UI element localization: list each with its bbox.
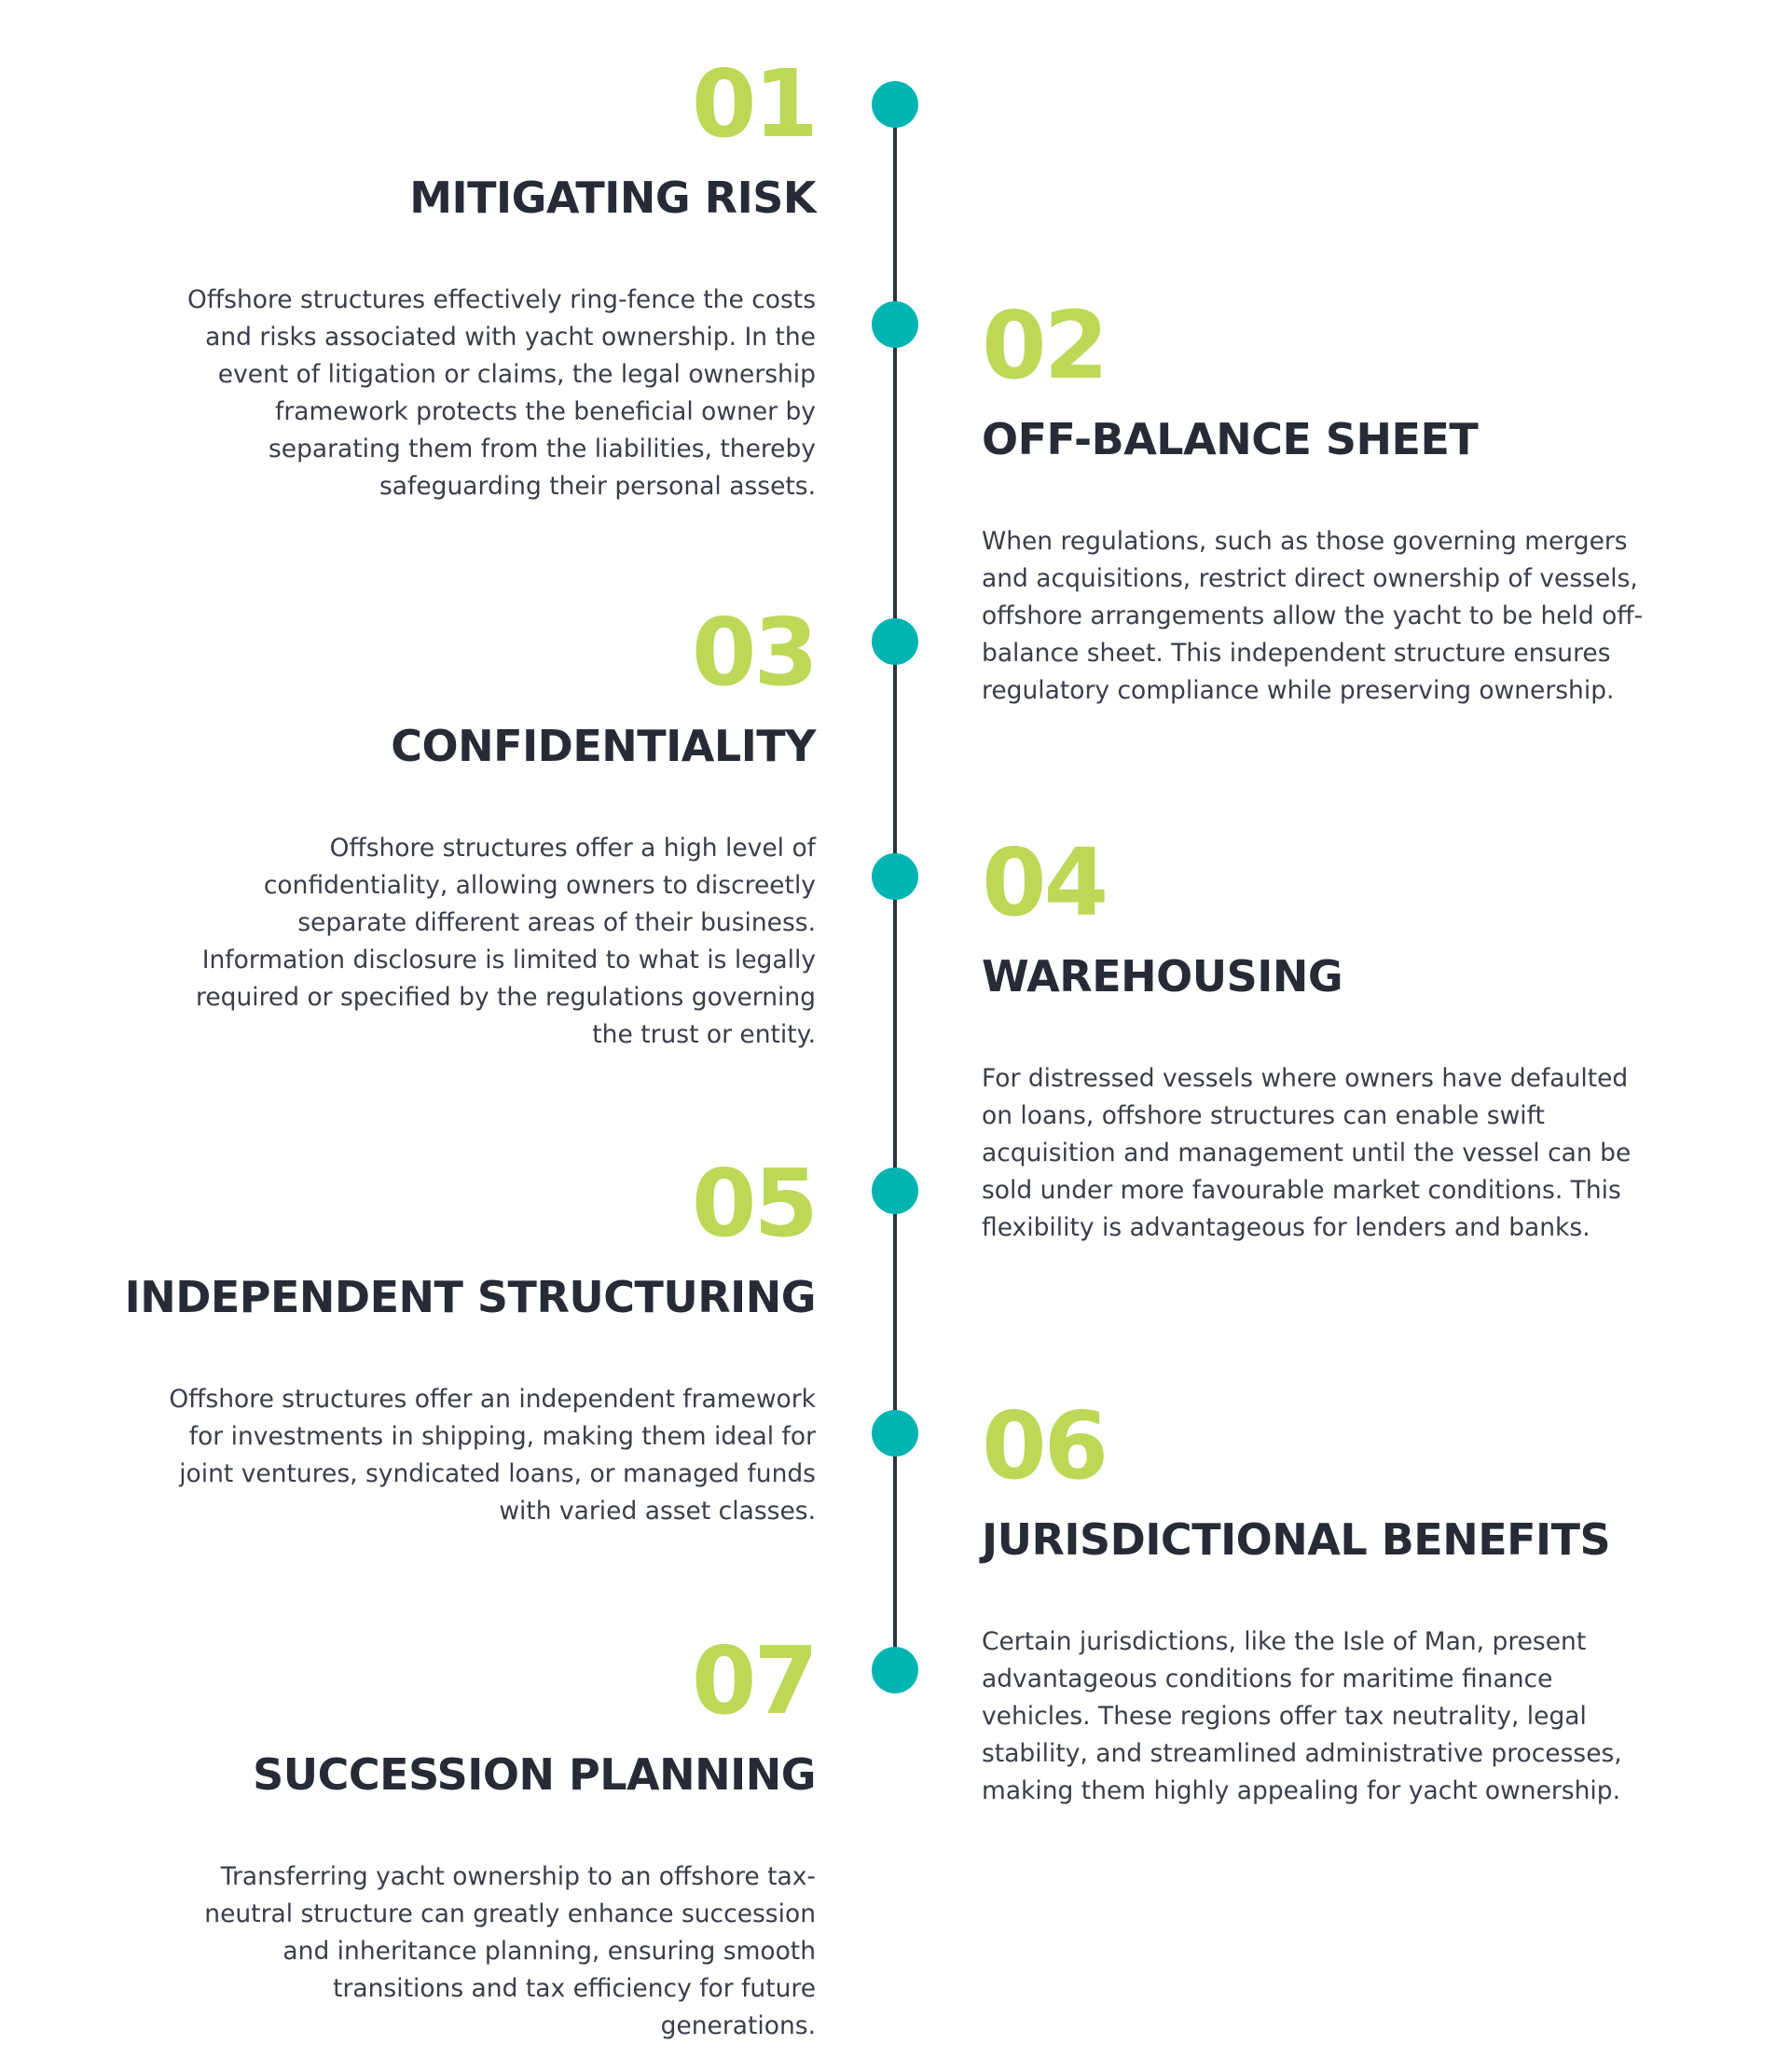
step-description: When regulations, such as those governing mergers and acquisitions, restrict direct ownership of vessels, offshore arrangements allow the yacht to be held off- balance sheet. This independent structure ensures regulatory compliance while preserving ownership. — [982, 527, 1644, 705]
step-description: Transferring yacht ownership to an offshore tax- neutral structure can greatly enhance succession and inheritance planning, ensuring smooth transitions and tax efficiency for future generations. — [204, 1862, 816, 2040]
step-05 — [107, 1149, 816, 1530]
step-title: CONFIDENTIALITY — [391, 721, 816, 771]
timeline-node-04 — [872, 853, 918, 900]
step-07 — [107, 1626, 816, 2045]
step-04 — [982, 828, 1690, 1247]
step-title: WAREHOUSING — [982, 951, 1343, 1001]
step-description: Offshore structures effectively ring-fence the costs and risks associated with yacht ownership. In the event of litigation or claims, the legal ownership framework protects the beneficial owner by separating them from the liabilities, thereby safeguarding their personal assets. — [187, 285, 816, 501]
step-number: 03 — [691, 598, 816, 707]
step-06 — [982, 1391, 1690, 1810]
step-title: INDEPENDENT STRUCTURING — [124, 1272, 816, 1322]
step-number: 06 — [982, 1391, 1107, 1500]
step-description: Certain jurisdictions, like the Isle of Man, present advantageous conditions for maritime finance vehicles. These regions offer tax neutrality, legal stability, and streamlined administrative processes, making them highly appealing for yacht ownership. — [982, 1627, 1622, 1805]
step-number: 05 — [691, 1149, 816, 1258]
step-01 — [107, 49, 816, 505]
step-number: 01 — [691, 49, 816, 159]
step-description: Offshore structures offer a high level of confidentiality, allowing owners to discreetly separate different areas of their business. Information disclosure is limited to what is legally required or specified by the regulations governing the trust or entity. — [196, 834, 816, 1049]
step-number: 04 — [982, 828, 1107, 937]
step-description: For distressed vessels where owners have defaulted on loans, offshore structures can enable swift acquisition and management until the vessel can be sold under more favourable market conditions. This flexibility is advantageous for lenders and banks. — [982, 1064, 1632, 1242]
step-title: JURISDICTIONAL BENEFITS — [982, 1514, 1611, 1565]
timeline-node-01 — [872, 81, 918, 128]
step-number: 02 — [982, 291, 1107, 400]
timeline-node-03 — [872, 618, 918, 665]
timeline-node-06 — [872, 1410, 918, 1457]
step-title: OFF-BALANCE SHEET — [982, 414, 1479, 464]
timeline-node-05 — [872, 1167, 918, 1214]
step-title: MITIGATING RISK — [409, 173, 816, 223]
step-03 — [107, 598, 816, 1054]
timeline-node-02 — [872, 301, 918, 348]
step-number: 07 — [691, 1626, 816, 1735]
timeline-node-07 — [872, 1647, 918, 1693]
step-title: SUCCESSION PLANNING — [253, 1749, 816, 1800]
step-02 — [982, 291, 1690, 710]
step-description: Offshore structures offer an independent framework for investments in shipping, making them ideal for joint ventures, syndicated loans, or managed funds with varied asset classes. — [169, 1385, 816, 1526]
